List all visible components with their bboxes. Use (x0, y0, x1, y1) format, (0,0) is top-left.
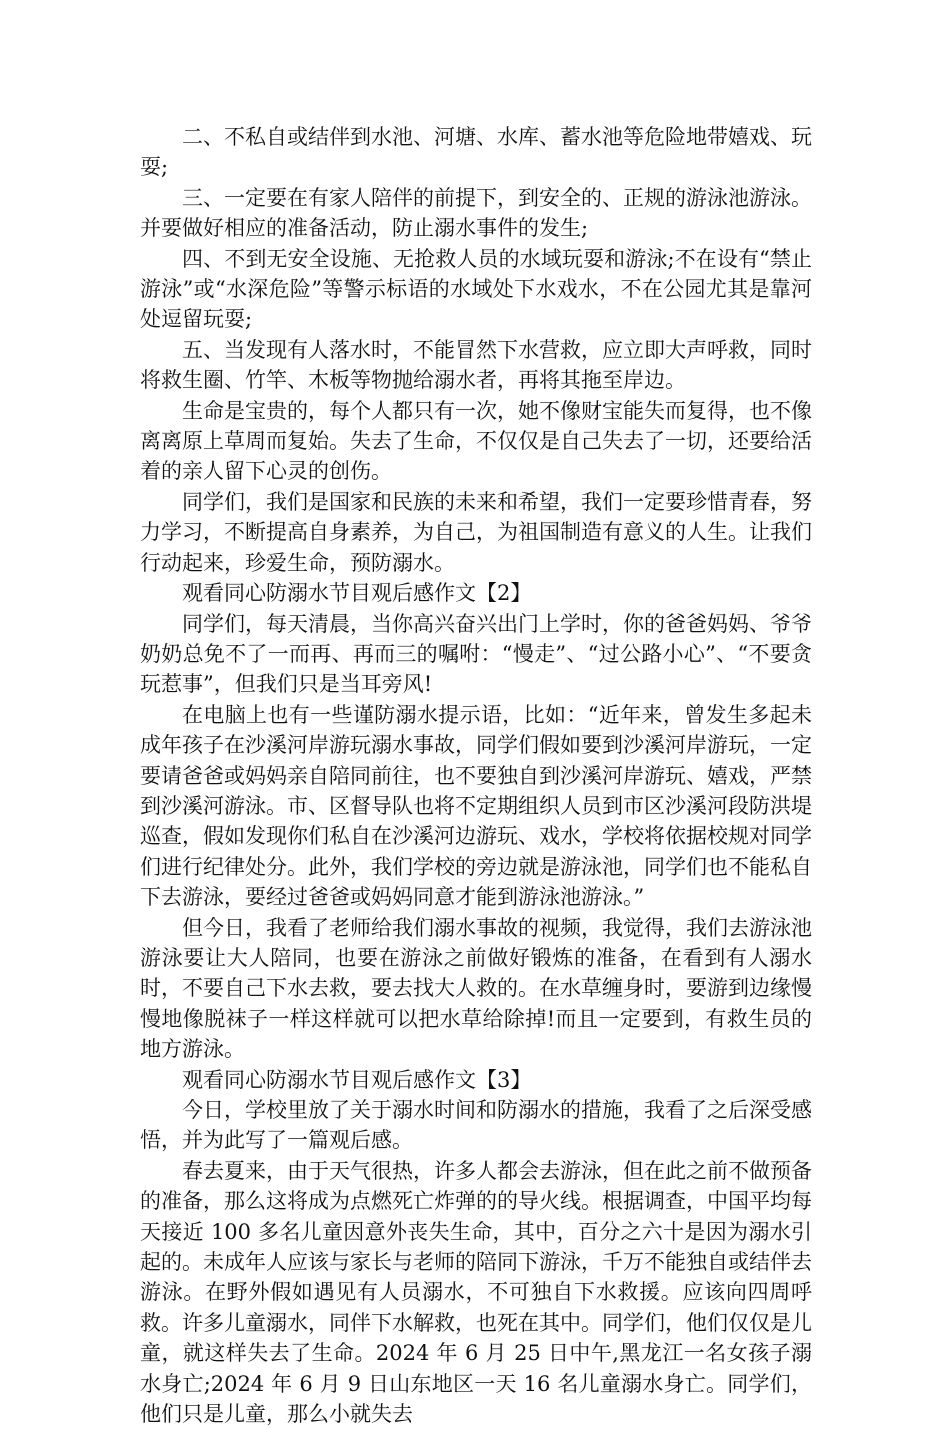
paragraph-rule-5: 五、当发现有人落水时，不能冒然下水营救，应立即大声呼救，同时将救生圈、竹竿、木板等物抛给溺水者，再将其拖至岸边。 (140, 337, 812, 393)
essay-heading-3: 观看同心防溺水节目观后感作文【3】 (182, 1067, 532, 1092)
paragraph-essay2-2: 在电脑上也有一些谨防溺水提示语，比如：“近年来，曾发生多起未成年孩子在沙溪河岸游玩溺水事故，同学们假如要到沙溪河岸游玩，一定要请爸爸或妈妈亲自陪同前往，也不要独自到沙溪河岸游玩、嬉戏，严禁到沙溪河游泳。市、区督导队也将不定期组织人员到市区沙溪河段防洪堤巡查，假如发现你们私自在沙溪河边游玩、戏水，学校将依据校规对同学们进行纪律处分。此外，我们学校的旁边就是游泳池，同学们也不能私自下去游泳，要经过爸爸或妈妈同意才能到游泳池游泳。” (140, 702, 812, 910)
essay-heading-2: 观看同心防溺水节目观后感作文【2】 (182, 581, 532, 606)
paragraph-essay2-1: 同学们，每天清晨，当你高兴奋兴出门上学时，你的爸爸妈妈、爷爷奶奶总免不了一而再、再而三的嘱咐：“慢走”、“过公路小心”、“不要贪玩惹事”，但我们只是当耳旁风! (140, 611, 812, 697)
document-body (140, 122, 812, 1429)
paragraph-essay2-3: 但今日，我看了老师给我们溺水事故的视频，我觉得，我们去游泳池游泳要让大人陪同，也要在游泳之前做好锻炼的准备，在看到有人溺水时，不要自己下水去救，要去找大人救的。在水草缠身时，要游到边缘慢慢地像脱袜子一样这样就可以把水草给除掉!而且一定要到，有救生员的地方游泳。 (140, 915, 812, 1062)
paragraph-rule-3: 三、一定要在有家人陪伴的前提下，到安全的、正规的游泳池游泳。并要做好相应的准备活动，防止溺水事件的发生; (140, 185, 812, 241)
paragraph-essay3-1: 今日，学校里放了关于溺水时间和防溺水的措施，我看了之后深受感悟，并为此写了一篇观后感。 (140, 1098, 812, 1153)
paragraph-life-precious: 生命是宝贵的，每个人都只有一次，她不像财宝能失而复得，也不像离离原上草周而复始。失去了生命，不仅仅是自己失去了一切，还要给活着的亲人留下心灵的创伤。 (140, 398, 812, 484)
paragraph-essay3-2: 春去夏来，由于天气很热，许多人都会去游泳，但在此之前不做预备的准备，那么这将成为点燃死亡炸弹的的导火线。根据调查，中国平均每天接近 100 多名儿童因意外丧失生命，其中，百分之六十是因为溺水引起的。未成年人应该与家长与老师的陪同下游泳，千万不能独自或结伴去游泳。在野外假如遇见有人员溺水，不可独自下水救援。应该向四周呼救。许多儿童溺水，同伴下水解救，也死在其中。同学们，他们仅仅是儿童，就这样失去了生命。2024 年 6 月 25 日中午,黑龙江一名女孩子溺水身亡;2024 年 6 月 9 日山东地区一天 16 名儿童溺水身亡。同学们，他们只是儿童，那么小就失去 (140, 1158, 812, 1427)
paragraph-cherish-youth: 同学们，我们是国家和民族的未来和希望，我们一定要珍惜青春，努力学习，不断提高自身素养，为自己，为祖国制造有意义的人生。让我们行动起来，珍爱生命，预防溺水。 (140, 489, 812, 575)
paragraph-rule-4: 四、不到无安全设施、无抢救人员的水域玩耍和游泳;不在设有“禁止游泳”或“水深危险”等警示标语的水域处下水戏水，不在公园尤其是靠河处逗留玩耍; (140, 246, 812, 332)
paragraph-rule-2: 二、不私自或结伴到水池、河塘、水库、蓄水池等危险地带嬉戏、玩耍; (140, 125, 812, 180)
